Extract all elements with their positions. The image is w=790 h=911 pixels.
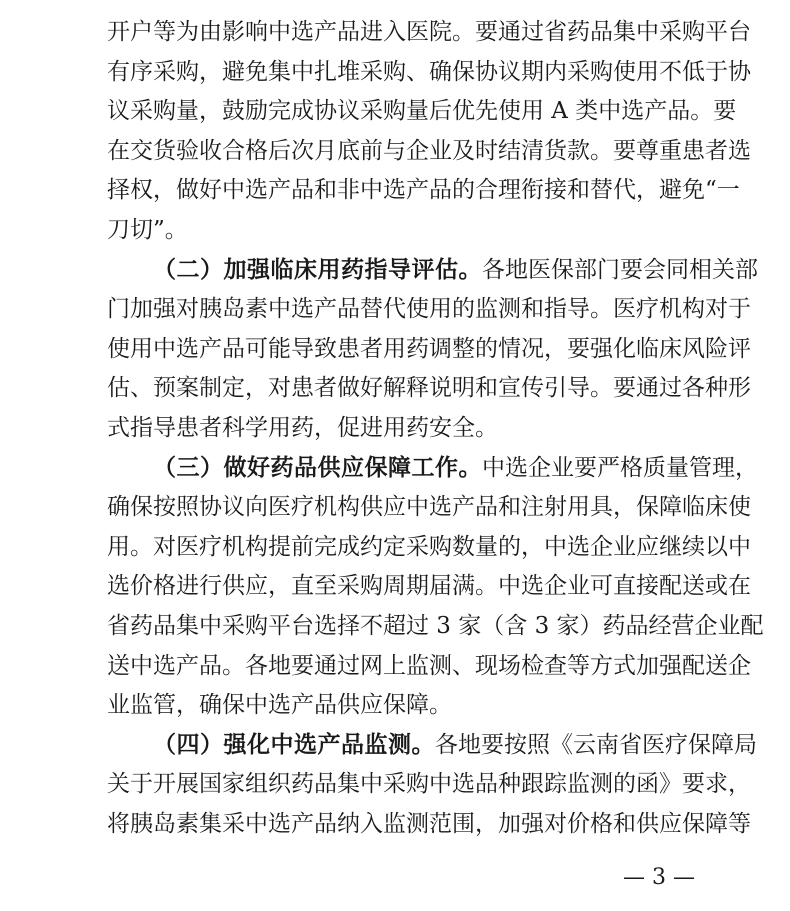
section-3-heading: （三）做好药品供应保障工作。 <box>153 454 482 481</box>
section-4-first-line-text: 各地要按照《云南省医疗保障局 <box>435 731 757 758</box>
section-2-line-2: 门加强对胰岛素中选产品替代使用的监测和指导。医疗机构对于 <box>107 296 751 323</box>
section-3-first-line-text: 中选企业要严格质量管理， <box>482 454 758 481</box>
section-3-line-7: 业监管，确保中选产品供应保障。 <box>107 692 452 719</box>
section-2-heading: （二）加强临床用药指导评估。 <box>153 256 482 283</box>
section-3-line-3: 用。对医疗机构提前完成约定采购数量的，中选企业应继续以中 <box>107 533 751 560</box>
section-4-first-line <box>153 725 757 765</box>
section-2-first-line-text: 各地医保部门要会同相关部 <box>482 256 758 283</box>
section-3-line-4: 选价格进行供应，直至采购周期届满。中选企业可直接配送或在 <box>107 573 751 600</box>
section-4-line-3: 将胰岛素集采中选产品纳入监测范围，加强对价格和供应保障等 <box>107 811 751 837</box>
section-3-line-5: 省药品集中采购平台选择不超过 3 家（含 3 家）药品经营企业配 <box>107 613 764 639</box>
section-4-line-2: 关于开展国家组织药品集中采购中选品种跟踪监测的函》要求， <box>107 771 751 798</box>
paragraph-1-line-5: 择权，做好中选产品和非中选产品的合理衔接和替代，避免“一 <box>107 177 740 204</box>
section-3-first-line <box>153 448 758 488</box>
section-2-line-4: 估、预案制定，对患者做好解释说明和宣传引导。要通过各种形 <box>107 375 751 402</box>
paragraph-1-line-3: 议采购量，鼓励完成协议采购量后优先使用 A 类中选产品。要 <box>107 98 737 125</box>
section-2-first-line <box>153 250 758 290</box>
paragraph-1-line-4: 在交货验收合格后次月底前与企业及时结清货款。要尊重患者选 <box>107 137 751 164</box>
section-3-line-6: 送中选产品。各地要通过网上监测、现场检查等方式加强配送企 <box>107 652 751 679</box>
paragraph-1-line-2: 有序采购，避免集中扎堆采购、确保协议期内采购使用不低于协 <box>107 58 751 85</box>
paragraph-1-line-6: 刀切”。 <box>107 217 188 243</box>
section-4-heading: （四）强化中选产品监测。 <box>153 731 435 758</box>
section-3-line-2: 确保按照协议向医疗机构供应中选产品和注射用具，保障临床使 <box>107 494 751 521</box>
section-2-line-3: 使用中选产品可能导致患者用药调整的情况，要强化临床风险评 <box>107 335 751 362</box>
section-2-line-5: 式指导患者科学用药，促进用药安全。 <box>107 415 498 441</box>
page-number: — 3 — <box>623 865 695 890</box>
paragraph-1-line-1: 开户等为由影响中选产品进入医院。要通过省药品集中采购平台 <box>107 19 751 45</box>
